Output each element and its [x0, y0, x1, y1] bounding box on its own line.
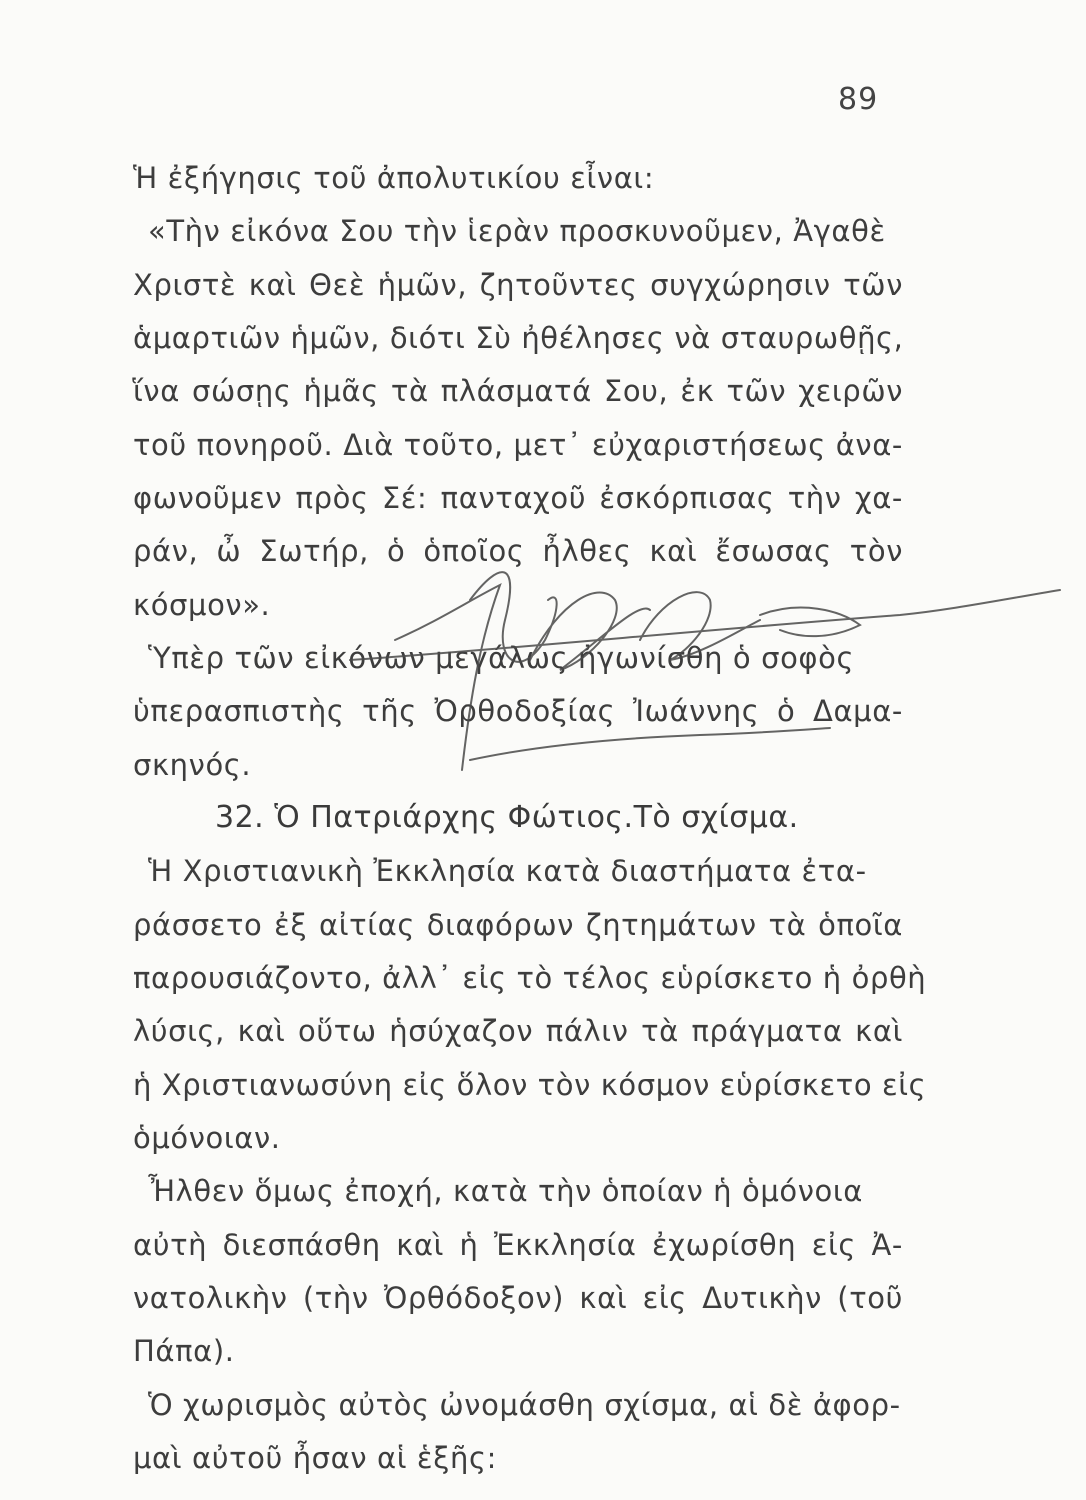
text-line: φωνοῦμεν πρὸς Σέ: πανταχοῦ ἐσκόρπισας τὴν χα-: [133, 481, 903, 515]
text-line: Ἦλθεν ὅμως ἐποχή, κατὰ τὴν ὁποίαν ἡ ὁμόνοια: [148, 1174, 863, 1208]
text-line: ὑπερασπιστὴς τῆς Ὀρθοδοξίας Ἰωάννης ὁ Δαμα-: [133, 694, 903, 728]
text-line: παρουσιάζοντο, ἀλλ᾽ εἰς τὸ τέλος εὑρίσκετο ἡ ὀρθὴ: [133, 961, 927, 995]
text-line: ράσσετο ἐξ αἰτίας διαφόρων ζητημάτων τὰ ὁποῖα: [133, 908, 903, 942]
text-line: Ὁ χωρισμὸς αὐτὸς ὠνομάσθη σχίσμα, αἱ δὲ ἀφορ-: [148, 1388, 901, 1422]
text-line: ἵνα σώσῃς ἡμᾶς τὰ πλάσματά Σου, ἐκ τῶν χειρῶν: [133, 374, 903, 408]
text-line: ἡ Χριστιανωσύνη εἰς ὅλον τὸν κόσμον εὑρίσκετο εἰς: [133, 1068, 927, 1102]
text-line: ἁμαρτιῶν ἡμῶν, διότι Σὺ ἠθέλησες νὰ σταυρωθῇς,: [133, 321, 904, 355]
text-line: Χριστὲ καὶ Θεὲ ἡμῶν, ζητοῦντες συγχώρησιν τῶν: [133, 268, 903, 302]
text-line: κόσμον».: [133, 588, 271, 622]
text-line: ὁμόνοιαν.: [133, 1121, 281, 1155]
text-line: Ἡ ἐξήγησις τοῦ ἀπολυτικίου εἶναι:: [133, 161, 655, 195]
text-line: σκηνός.: [133, 748, 252, 782]
text-line: αὐτὴ διεσπάσθη καὶ ἡ Ἐκκλησία ἐχωρίσθη εἰς Ἀ-: [133, 1228, 903, 1262]
text-line: Ὑπὲρ τῶν εἰκόνων μεγάλως ἠγωνίσθη ὁ σοφὸς: [148, 641, 855, 675]
text-line: «Τὴν εἰκόνα Σου τὴν ἱερὰν προσκυνοῦμεν, Ἀγαθὲ: [148, 214, 886, 248]
text-line: μαὶ αὐτοῦ ἦσαν αἱ ἑξῆς:: [133, 1441, 497, 1475]
text-line: ράν, ὦ Σωτήρ, ὁ ὁποῖος ἦλθες καὶ ἔσωσας τὸν: [133, 534, 903, 568]
section-heading: 32. Ὁ Πατριάρχης Φώτιος.Τὸ σχίσμα.: [215, 800, 799, 835]
text-line: λύσις, καὶ οὕτω ἡσύχαζον πάλιν τὰ πράγματα καὶ: [133, 1014, 903, 1048]
text-line: τοῦ πονηροῦ. Διὰ τοῦτο, μετ᾽ εὐχαριστήσεως ἀνα-: [133, 428, 903, 462]
text-line: Ἡ Χριστιανικὴ Ἐκκλησία κατὰ διαστήματα ἐτα-: [148, 854, 867, 888]
text-line: νατολικὴν (τὴν Ὀρθόδοξον) καὶ εἰς Δυτικὴν (τοῦ: [133, 1281, 903, 1315]
page-number: 89: [838, 82, 879, 117]
text-line: Πάπα).: [133, 1334, 235, 1368]
